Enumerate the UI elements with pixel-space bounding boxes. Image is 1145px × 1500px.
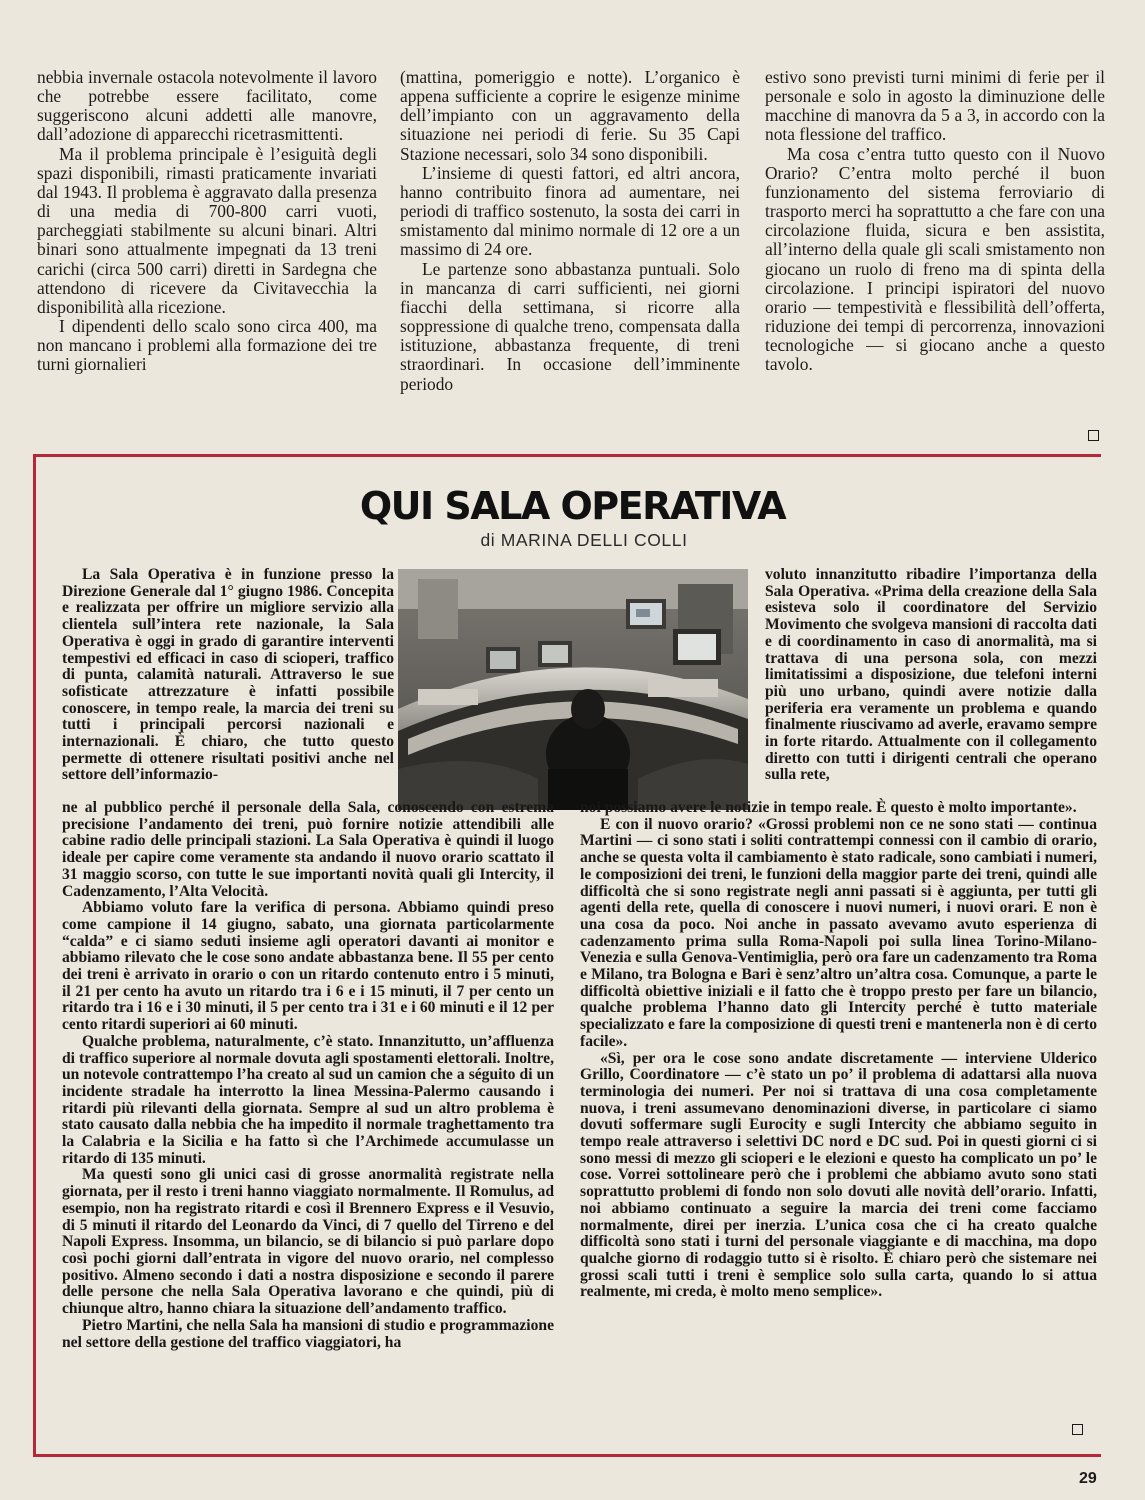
top-article-column-3 [765, 68, 1105, 375]
paragraph: Ma questi sono gli unici casi di grosse anormalità registrate nella giornata, per il resto i treni hanno viaggiato normalmente. Il Romulus, ad esempio, non ha registrato ritardi e così il Brennero Express e il Vesuvio, di 5 minuti il ritardo del Leonardo da Vinci, di 7 quello del Tirreno e del Napoli Express. Insomma, un bilancio, se di bilancio si può parlare dopo così pochi giorni dall’entrata in vigore del nuovo orario, nel complesso positivo. Almeno secondo i dati a nostra disposizione e secondo il parere delle persone che nella Sala Operativa lavorano e che quindi, più di chiunque altro, hanno chiara la situazione dell’andamento traffico. [62, 1166, 554, 1318]
paragraph: Ma il problema principale è l’esiguità degli spazi disponibili, rimasti praticamente invariati dal 1943. Il problema è aggravato dalla presenza di una media di 700-800 carri vuoti, parcheggiati stabilmente su alcuni binari. Altri binari sono attualmente impegnati da 13 treni carichi (circa 500 carri) diretti in Sardegna che attendono di ricevere da Civitavecchia la disponibilità alla ricezione. [37, 143, 377, 317]
paragraph: (mattina, pomeriggio e notte). L’organico è appena sufficiente a coprire le esigenze minime dell’impianto con un aggravamento della situazione nei periodi di ferie. Su 35 Capi Stazione necessari, solo 34 sono disponibili. [400, 67, 740, 164]
sidebar-column-right-bottom [580, 800, 1097, 1301]
paragraph: I dipendenti dello scalo sono circa 400, ma non mancano i problemi alla formazione dei tre turni giornalieri [37, 316, 377, 375]
sidebar-column-left-bottom [62, 800, 554, 1351]
paragraph: Abbiamo voluto fare la verifica di persona. Abbiamo quindi preso come campione il 14 giugno, sabato, una giornata particolarmente “calda” e ci siamo seduti insieme agli operatori davanti ai monitor e abbiamo rilevato che le cose sono andate abbastanza bene. Il 55 per cento dei treni è arrivato in orario o con un ritardo contenuto entro i 5 minuti, il 21 per cento ha avuto un ritardo tra i 6 e i 15 minuti, il 7 per cento un ritardo tra i 16 e i 30 minuti, il 5 per cento tra i 31 e i 60 minuti e il 12 per cento ritardi superiori ai 60 minuti. [62, 899, 554, 1034]
paragraph: «Sì, per ora le cose sono andate discretamente — interviene Ulderico Grillo, Coordinatore — c’è stato un po’ il problema di adattarsi alla nuova terminologia dei numeri. Per noi si trattava di una cosa completamente nuova, i treni assumevano denominazioni diverse, in particolare ci siamo dovuti soffermare sugli Eurocity e sugli Intercity che abbiamo seguito in tempo reale attraverso i selettivi DC nord e DC sud. Poi in questi giorni ci si sono messi di mezzo gli scioperi e le elezioni e questo ha complicato un po’ le cose. Vorrei sottolineare però che i problemi che abbiamo avuto sono stati soprattutto problemi di fondo non solo dovuti alle novità dell’orario. Infatti, noi abbiamo continuato a seguire la marcia dei treni come facciamo normalmente, direi per inerzia. L’unica cosa che ci ha creato qualche difficoltà sono stati i turni del personale viaggiante e di macchina, ma dopo qualche giorno di rodaggio tutto si è risolto. È chiaro però che sistemare nei grossi scali tutti i treni è semplice solo sulla carta, quando lo si attua realmente, mi creda, è molto meno semplice». [580, 1049, 1097, 1301]
paragraph: L’insieme di questi fattori, ed altri ancora, hanno contribuito finora ad aumentare, nei periodi di traffico sostenuto, la sosta dei carri in smistamento dal minimo normale di 12 ore a un massimo di 24 ore. [400, 162, 740, 260]
paragraph: E con il nuovo orario? «Grossi problemi non ce ne sono stati — continua Martini — ci sono stati i soliti contrattempi connessi con il cambio di orario, anche se questa volta il cambiamento è stato radicale, sono cambiati i numeri, le composizioni dei treni, le funzioni della maggior parte dei treni, quindi alle difficoltà che si sono registrate negli anni passati si è aggiunta, per tutti gli agenti della rete, quella di conoscere i nuovi numeri, i nuovi orari. E non è una cosa da poco. Noi anche in passato avevamo avuto esperienza di cadenzamento prima sulla Roma-Napoli poi sulla linea Torino-Milano-Venezia e sulla Genova-Ventimiglia, però ora fare un cadenzamento tra Roma e Milano, tra Bologna e Bari è senz’altro un’altra cosa. Comunque, a parte le difficoltà obiettive iniziali e il fatto che è troppo presto per fare un bilancio, qualche problema l’hanno dato gli Intercity perché è tutto materiale specializzato e fare la composizione di questi treni e mantenerla non è di certo facile». [580, 815, 1097, 1050]
paragraph: Le partenze sono abbastanza puntuali. Solo in mancanza di carri sufficienti, nei giorni fiacchi della settimana, si ricorre alla soppressione di qualche treno, compensata dalla istituzione, abbastanza frequente, di treni straordinari. In occasione dell’imminente periodo [400, 258, 740, 394]
top-article-column-1 [37, 68, 377, 375]
paragraph: voluto innanzitutto ribadire l’importanza della Sala Operativa. «Prima della creazione della Sala esisteva solo il coordinatore del Servizio Movimento che svolgeva mansioni di raccolta dati e di coordinamento in caso di anormalità, ma si trattava di una persona sola, con mezzi limitatissimi a disposizione, due telefoni interni più uno urbano, quindi avere notizie dalla periferia era veramente un problema e quando finalmente riuscivamo ad averle, eravamo sempre in forte ritardo. Attualmente con il collegamento diretto con tutti i dirigenti centrali che operano sulla rete, [765, 566, 1097, 784]
control-room-photo [398, 569, 748, 810]
sidebar-end-mark [1072, 1424, 1083, 1435]
paragraph: nebbia invernale ostacola notevolmente il lavoro che potrebbe essere facilitato, come suggeriscono alcuni addetti alle manovre, dall’adozione di apparecchi ricetrasmittenti. [37, 67, 377, 145]
top-article-column-2 [400, 68, 740, 394]
paragraph: Qualche problema, naturalmente, c’è stato. Innanzitutto, un’affluenza di traffico superiore al normale dovuta agli spostamenti elettorali. Inoltre, un notevole contrattempo l’ha creato al sud un camion che a séguito di un incidente stradale ha interrotto la linea Messina-Palermo causando i ritardi più rilevanti della giornata. Sempre al sud un altro problema è stato causato dalla nebbia che ha impedito il normale traghettamento tra la Calabria e la Sicilia e ha fatto sì che l’Archimede accumulasse un ritardo di 135 minuti. [62, 1032, 554, 1167]
page-number: 29 [1079, 1470, 1097, 1487]
article-end-mark [1088, 430, 1099, 441]
paragraph: noi possiamo avere le notizie in tempo reale. È questo è molto importante». [580, 799, 1077, 816]
paragraph: ne al pubblico perché il personale della Sala, conoscendo con estrema precisione l’andamento dei treni, può fornire notizie attendibili alle cabine radio delle principali stazioni. La Sala Operativa è quindi il luogo ideale per capire come veramente sta andando il nuovo orario scattato il 31 maggio scorso, con tutte le sue importanti novità quali gli Intercity, il Cadenzamento, l’Alta Velocità. [62, 799, 554, 900]
paragraph: estivo sono previsti turni minimi di ferie per il personale e solo in agosto la diminuzione delle macchine di manovra da 5 a 3, in accordo con la nota flessione del traffico. [765, 67, 1105, 145]
sidebar-byline: di MARINA DELLI COLLI [480, 530, 688, 550]
sidebar-column-right-top [765, 567, 1097, 784]
sidebar-title: QUI SALA OPERATIVA [359, 484, 786, 528]
paragraph: Pietro Martini, che nella Sala ha mansioni di studio e programmazione nel settore della gestione del traffico viaggiatori, ha [62, 1316, 554, 1351]
paragraph: Ma cosa c’entra tutto questo con il Nuovo Orario? C’entra molto perché il buon funzionamento del sistema ferroviario di trasporto merci ha soprattutto a che fare con una circolazione fluida, sicura e ben assistita, all’interno della quale gli scali smistamento non giocano un ruolo di freno ma di spinta della circolazione. I principi ispiratori del nuovo orario — tempestività e flessibilità dell’offerta, riduzione dei tempi di percorrenza, innovazioni tecnologiche — si giocano anche a questo tavolo. [765, 143, 1105, 375]
paragraph: La Sala Operativa è in funzione presso la Direzione Generale dal 1° giugno 1986. Concepita e realizzata per offrire un migliore servizio alla clientela sull’intera rete nazionale, la Sala Operativa è oggi in grado di garantire interventi tempestivi ed efficaci in caso di scioperi, traffico di punta, calamità naturali. Attraverso le sue sofisticate attrezzature è infatti possibile conoscere, in tempo reale, la marcia dei treni su tutti i principali percorsi nazionali e internazionali. È chiaro, che tutto questo permette di ottenere risultati positivi anche nel settore dell’informazio- [62, 566, 394, 784]
sidebar-column-left-top [62, 567, 394, 784]
